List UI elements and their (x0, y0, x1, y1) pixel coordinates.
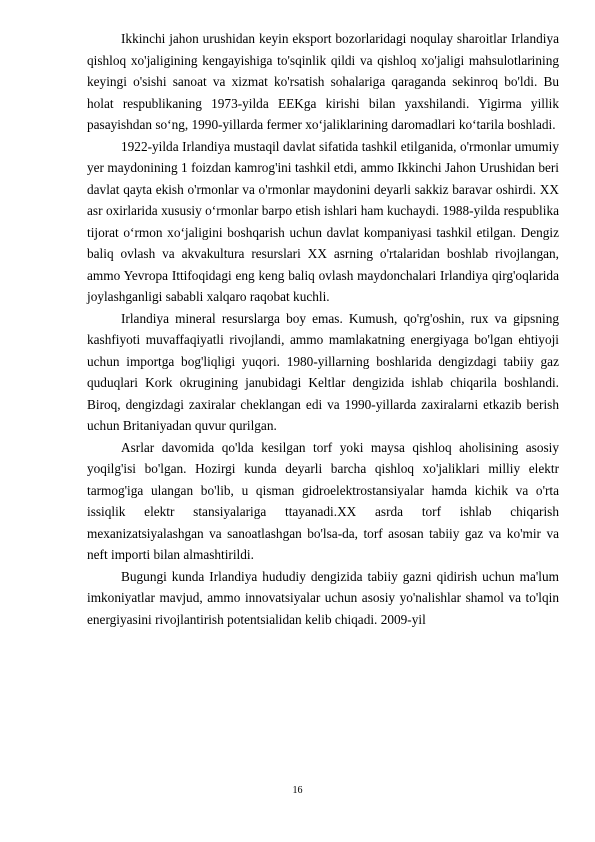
page-body (87, 28, 559, 630)
paragraph-peat-energy: Asrlar davomida qo'lda kesilgan torf yoki maysa qishloq aholisining asosiy yoqilg'isi bo'lgan. Hozirgi kunda deyarli barcha qishloq xo'jaliklari milliy elektr tarmog'iga ulangan bo'lib, u qisman gidroelektrostansiyalar hamda kichik va o'rta issiqlik elektr stansiyalariga ttayanadi.XX asrda torf ishlab chiqarish mexanizatsiyalashgan va sanoatlashgan bo'lsa-da, torf asosan tabiiy gaz va ko'mir va neft importi bilan almashtirildi. (87, 439, 559, 562)
paragraph-minerals: Irlandiya mineral resurslarga boy emas. Kumush, qo'rg'oshin, rux va gipsning kashfiyoti muvaffaqiyatli rivojlandi, ammo mamlakatning energiyaga bo'lgan ehtiyoji uchun importga bog'liqligi yuqori. 1980-yillarning boshlarida dengizdagi tabiiy gaz quduqlari Kork okrugining janubidagi Keltlar dengizida ishlab chiqarila boshlandi. Biroq, dengizdagi zaxiralar cheklangan edi va 1990-yillarda zaxiralarni etkazib berish uchun Britaniyadan quvur qurilgan. (87, 310, 559, 433)
paragraph-forestry-fishing: 1922-yilda Irlandiya mustaqil davlat sifatida tashkil etilganida, o'rmonlar umumiy yer maydonining 1 foizdan kamrog'ini tashkil etdi, ammo Ikkinchi Jahon Urushidan beri davlat qayta ekish o'rmonlar va o'rmonlar maydonini deyarli sakkiz baravar oshirdi. XX asr oxirlarida xususiy o‘rmonlar barpo etish ishlari ham kuchaydi. 1988-yilda respublika tijorat o‘rmon xo‘jaligini boshqarish uchun davlat kompaniyasi tashkil etilgan. Dengiz baliq ovlash va akvakultura resurslari XX asrning o'rtalaridan boshlab rivojlangan, ammo Yevropa Ittifoqidagi eng keng baliq ovlash maydonchalari Irlandiya qirg'oqlarida joylashganligi sababli xalqaro raqobat kuchli. (87, 138, 559, 304)
paragraph-renewables: Bugungi kunda Irlandiya hududiy dengizida tabiiy gazni qidirish uchun ma'lum imkoniyatlar mavjud, ammo innovatsiyalar uchun asosiy yo'nalishlar shamol va to'lqin energiyasini rivojlantirish potentsialidan kelib chiqadi. 2009-yil (87, 568, 559, 627)
page-number: 16 (292, 785, 303, 796)
paragraph-agriculture: Ikkinchi jahon urushidan keyin eksport bozorlaridagi noqulay sharoitlar Irlandiya qishloq xo'jaligining kengayishiga to'sqinlik qildi va qishloq xo'jaligi mahsulotlarining keyingi o'sishi sanoat va xizmat ko'rsatish sohalariga qaraganda sekinroq bo'ldi. Bu holat respublikaning 1973-yilda EEKga kirishi bilan yaxshilandi. Yigirma yillik pasayishdan so‘ng, 1990-yillarda fermer xo‘jaliklarining daromadlari ko‘tarila boshladi. (87, 31, 559, 132)
